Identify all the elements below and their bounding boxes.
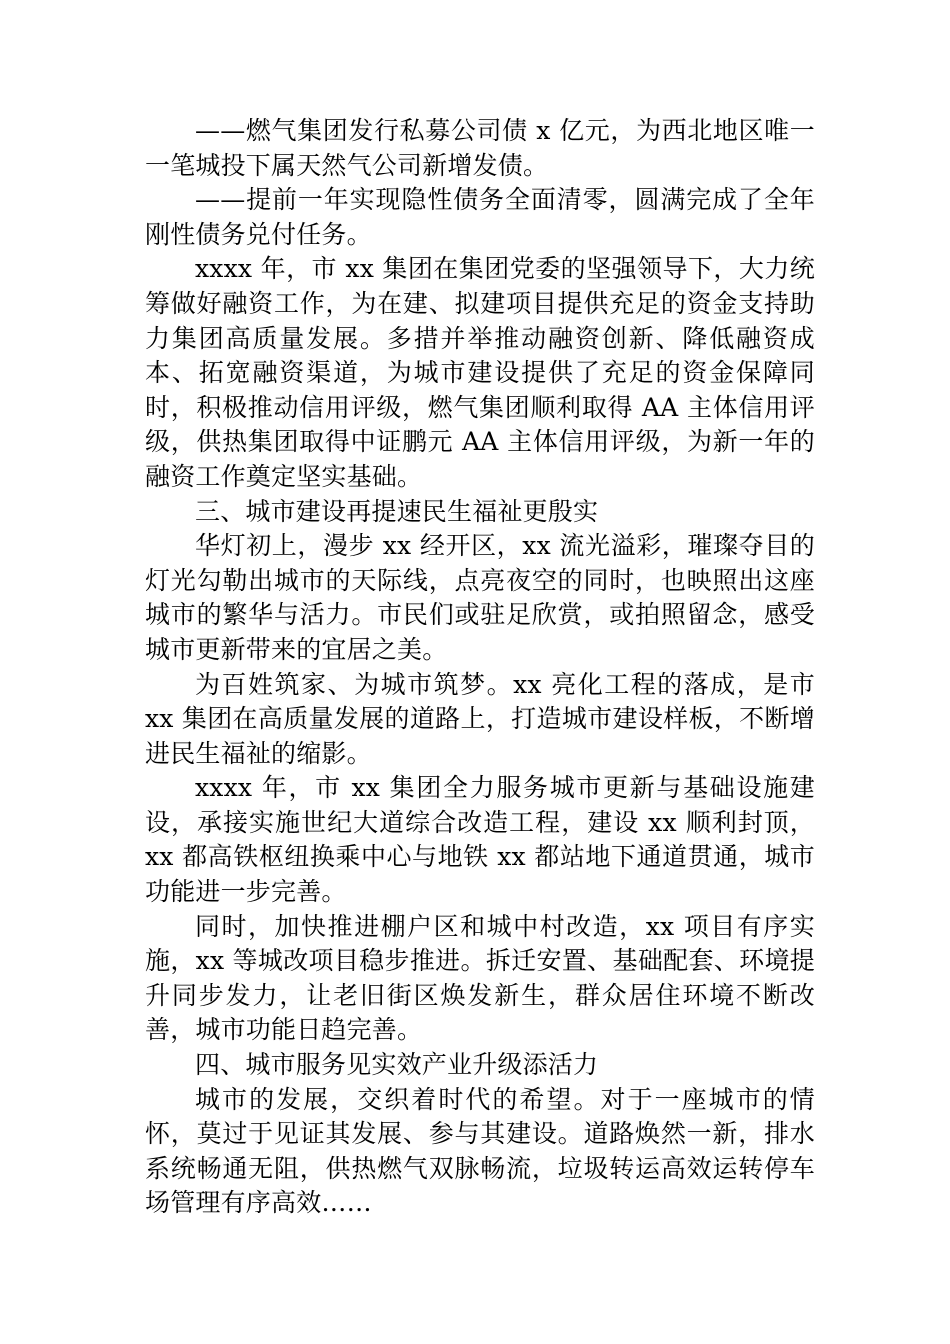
paragraph-hidden-debt: ——提前一年实现隐性债务全面清零，圆满完成了全年刚性债务兑付任务。: [145, 185, 815, 249]
paragraph-city-development: 城市的发展，交织着时代的希望。对于一座城市的情怀，莫过于见证其发展、参与其建设。道路焕然一新，排水系统畅通无阻，供热燃气双脉畅流，垃圾转运高效运转停车场管理有序高效……: [145, 1084, 815, 1218]
document-body: [145, 114, 815, 1221]
paragraph-gas-bond: ——燃气集团发行私募公司债 x 亿元，为西北地区唯一一笔城投下属天然气公司新增发债。: [145, 116, 815, 180]
paragraph-lighting-project: 为百姓筑家、为城市筑梦。xx 亮化工程的落成，是市 xx 集团在高质量发展的道路上，打造城市建设样板，不断增进民生福祉的缩影。: [145, 669, 815, 768]
paragraph-renovation: 同时，加快推进棚户区和城中村改造，xx 项目有序实施，xx 等城改项目稳步推进。拆迁安置、基础配套、环境提升同步发力，让老旧街区焕发新生，群众居住环境不断改善，城市功能日趋完善。: [145, 911, 815, 1045]
section-heading-urban-construction: 三、城市建设再提速民生福祉更殷实: [195, 496, 599, 526]
paragraph-financing: xxxx 年，市 xx 集团在集团党委的坚强领导下，大力统筹做好融资工作，为在建、拟建项目提供充足的资金支持助力集团高质量发展。多措并举推动融资创新、降低融资成本、拓宽融资渠道，为城市建设提供了充足的资金保障同时，积极推动信用评级，燃气集团顺利取得 AA 主体信用评级，供热集团取得中证鹏元 AA 主体信用评级，为新一年的融资工作奠定坚实基础。: [145, 254, 815, 491]
section-heading-urban-services: 四、城市服务见实效产业升级添活力: [195, 1050, 599, 1080]
paragraph-night-lights: 华灯初上，漫步 xx 经开区，xx 流光溢彩，璀璨夺目的灯光勾勒出城市的天际线，点亮夜空的同时，也映照出这座城市的繁华与活力。市民们或驻足欣赏，或拍照留念，感受城市更新带来的宜居之美。: [145, 531, 815, 664]
paragraph-infrastructure: xxxx 年，市 xx 集团全力服务城市更新与基础设施建设，承接实施世纪大道综合改造工程，建设 xx 顺利封顶，xx 都高铁枢纽换乘中心与地铁 xx 都站地下通道贯通，城市功能进一步完善。: [145, 773, 815, 907]
